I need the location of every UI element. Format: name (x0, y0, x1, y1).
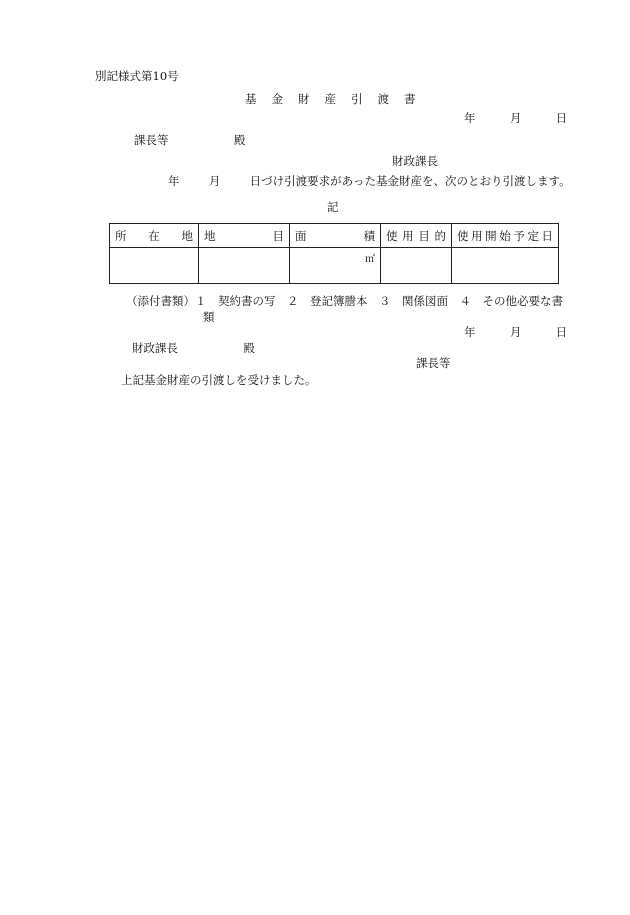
cell-start-date (452, 248, 559, 284)
area-unit: ㎡ (365, 254, 375, 265)
header-char: 積 (363, 228, 375, 243)
form-label: 別記様式第10号 (95, 69, 179, 83)
header-char: 面 (295, 228, 307, 243)
request-text: 日づけ引渡要求があった基金財産を、次のとおり引渡します。 (249, 174, 571, 188)
request-year-label: 年 (168, 174, 180, 188)
date-day-label: 日 (555, 111, 568, 125)
addressee-name: 課長等 (134, 133, 169, 147)
table-row (110, 248, 559, 284)
addressee-top (134, 133, 245, 147)
header-char: 予 (513, 228, 525, 243)
receipt-text: 上記基金財産の引渡しを受けました。 (121, 373, 317, 387)
cell-land-category (199, 248, 290, 284)
date-line-top (464, 111, 567, 125)
addressee-honorific: 殿 (243, 341, 255, 355)
header-char: 日 (541, 228, 553, 243)
header-char: 地 (181, 228, 193, 243)
date-line-bottom (464, 325, 567, 339)
addressee-name: 財政課長 (132, 341, 178, 355)
sender-bottom: 課長等 (416, 356, 451, 370)
header-start-date (452, 224, 559, 248)
header-land-category (199, 224, 290, 248)
header-char: 用 (471, 228, 483, 243)
header-char: 始 (499, 228, 511, 243)
date-month-label: 月 (509, 111, 522, 125)
sender-top: 財政課長 (392, 154, 438, 168)
request-line (168, 174, 571, 188)
header-char: 開 (485, 228, 497, 243)
header-char: 目 (418, 228, 430, 243)
header-char: 的 (434, 228, 446, 243)
header-char: 所 (115, 228, 127, 243)
document-title: 基金財産引渡書 (245, 92, 431, 106)
header-purpose (381, 224, 452, 248)
attachments-line2: 類 (203, 310, 215, 324)
date-year-label: 年 (464, 111, 476, 125)
header-char: 使 (457, 228, 469, 243)
attachments-line1: （添付書類）１ 契約書の写 ２ 登記簿謄本 ３ 関係図面 ４ その他必要な書 (126, 294, 563, 308)
property-table (109, 223, 559, 284)
header-area (290, 224, 381, 248)
date-year-label: 年 (464, 325, 476, 339)
header-location (110, 224, 199, 248)
header-char: 地 (204, 228, 216, 243)
addressee-bottom (132, 341, 255, 355)
header-char: 在 (148, 228, 160, 243)
table-header-row (110, 224, 559, 248)
cell-location (110, 248, 199, 284)
cell-purpose (381, 248, 452, 284)
request-month-label: 月 (208, 174, 221, 188)
header-char: 使 (386, 228, 398, 243)
header-char: 用 (402, 228, 414, 243)
ki-label: 記 (327, 200, 339, 214)
header-char: 目 (272, 228, 284, 243)
date-month-label: 月 (509, 325, 522, 339)
date-day-label: 日 (555, 325, 568, 339)
header-char: 定 (527, 228, 539, 243)
cell-area (290, 248, 381, 284)
addressee-honorific: 殿 (233, 133, 246, 147)
